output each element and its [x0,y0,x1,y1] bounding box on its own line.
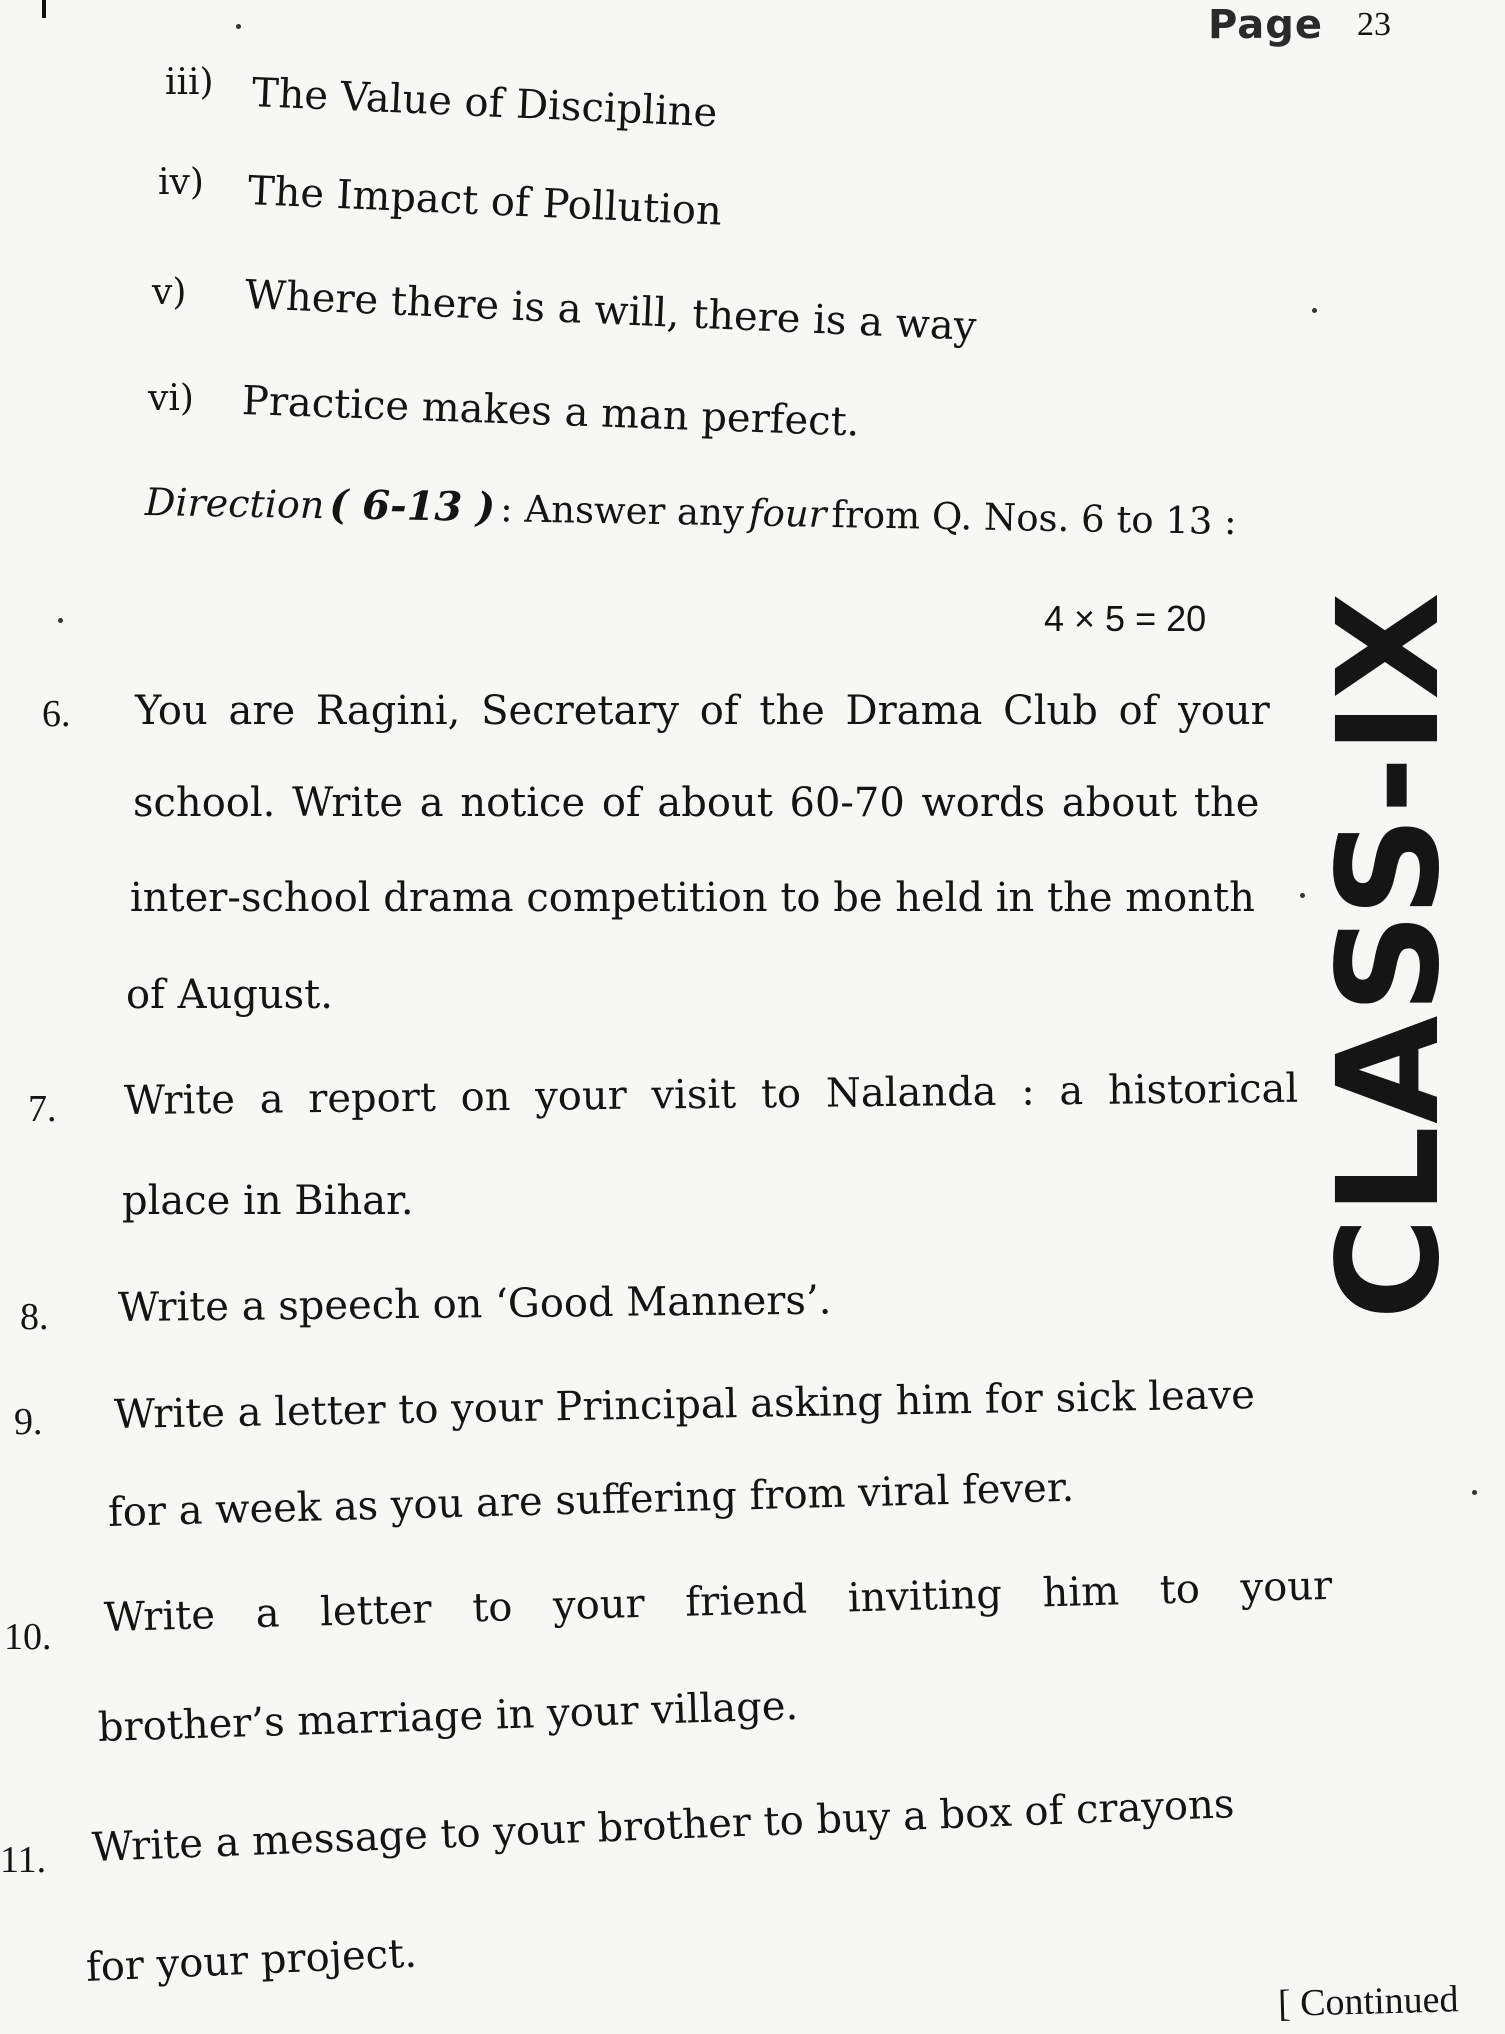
topic-number: vi) [148,378,194,419]
topic-text: Where there is a will, there is a way [243,272,978,350]
scan-speck [58,618,63,623]
direction-emphasis: four [748,491,827,536]
direction-label: Direction [144,480,325,528]
question-number: 7. [28,1088,57,1130]
question-number: 8. [20,1296,49,1338]
scan-speck [236,24,241,29]
page-number: 23 [1357,6,1391,43]
question-line: brother’s marriage in your village. [97,1683,799,1751]
question-number: 11. [0,1839,47,1881]
direction-line [145,478,1237,544]
question-number: 9. [14,1401,43,1443]
direction-text: : Answer any [499,487,745,535]
scan-mark [42,0,46,18]
scan-speck [1300,893,1305,898]
question-number: 10. [4,1616,52,1658]
topic-text: The Value of Discipline [250,70,719,137]
scan-speck [1312,308,1317,313]
question-line: You are Ragini, Secretary of the Drama Club of your [135,688,1270,734]
marks-formula: 4 × 5 = 20 [1044,598,1207,639]
question-line: Write a letter to your Principal asking him for sick leave [113,1372,1256,1438]
question-line: place in Bihar. [122,1178,414,1224]
question-line: for a week as you are suffering from viral fever. [107,1464,1075,1536]
topic-text: The Impact of Pollution [246,168,723,235]
topic-number: v) [152,272,187,313]
page-label: Page [1208,2,1323,48]
scan-speck [1472,1490,1477,1495]
class-banner-text: CLASS-IX [1308,590,1471,1320]
topic-number: iii) [165,62,214,103]
class-side-banner [1308,380,1471,1530]
question-line: Write a message to your brother to buy a box of crayons [91,1781,1236,1871]
direction-range: ( 6-13 ) [328,481,496,532]
question-line: of August. [126,972,333,1018]
topic-number: iv) [158,162,204,203]
continued-label: [ Continued [1277,1978,1459,2025]
question-line: for your project. [84,1930,418,1991]
question-line: inter-school drama competition to be held in the month [130,875,1255,921]
question-line: school. Write a notice of about 60-70 words about the [133,780,1260,826]
direction-text-after: from Q. Nos. 6 to 13 : [831,492,1238,544]
question-line: Write a letter to your friend inviting him to your [103,1562,1333,1641]
question-line: Write a report on your visit to Nalanda : a historical [123,1065,1299,1124]
topic-text: Practice makes a man perfect. [241,378,861,446]
question-line: Write a speech on ‘Good Manners’. [117,1277,832,1331]
question-number: 6. [42,693,71,735]
